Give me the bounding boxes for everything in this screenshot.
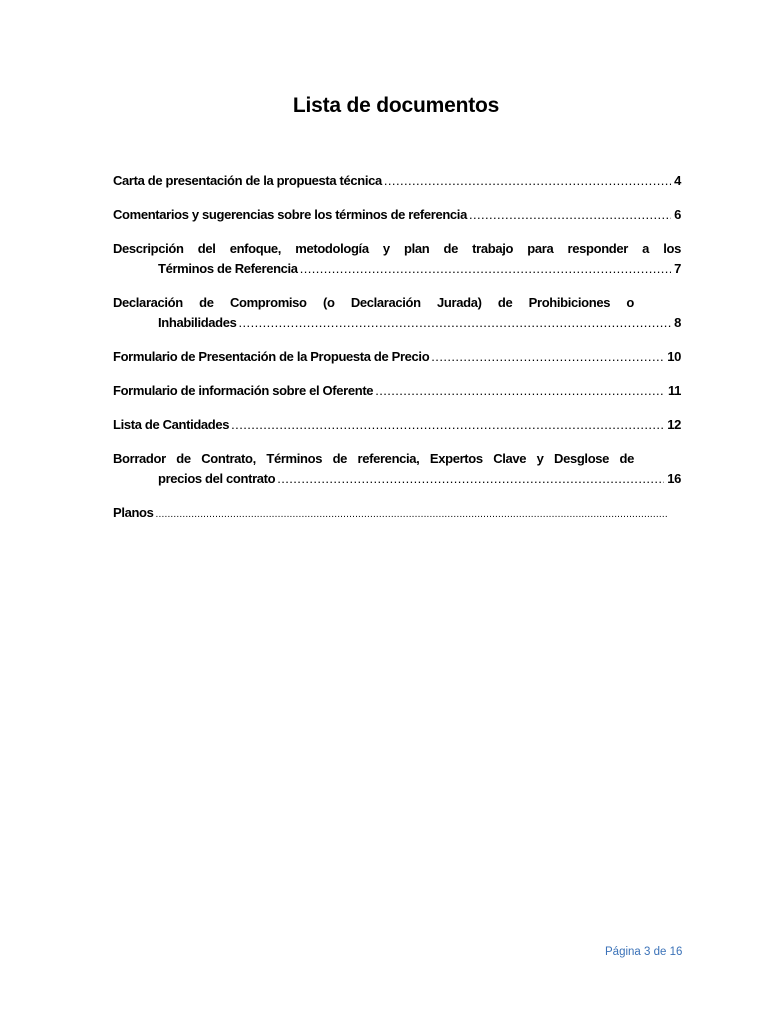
toc-entry-title-continued: Inhabilidades	[158, 315, 237, 330]
toc-entry[interactable]	[113, 205, 681, 225]
table-of-contents	[113, 171, 681, 523]
toc-entry-title: Comentarios y sugerencias sobre los términos de referencia	[113, 207, 467, 222]
toc-page-number: 11	[667, 383, 681, 398]
toc-entry-title: Formulario de información sobre el Oferente	[113, 383, 374, 398]
toc-entry[interactable]	[113, 449, 681, 489]
toc-page-number: 8	[674, 315, 681, 330]
toc-entry[interactable]	[113, 381, 681, 401]
toc-page-number: 16	[667, 471, 681, 486]
leader-dots	[239, 313, 672, 333]
toc-entry-title: Borrador de Contrato, Términos de referencia, Expertos Clave y Desglose de	[113, 451, 634, 466]
leader-dots	[277, 469, 664, 489]
toc-page-number: 10	[667, 349, 681, 364]
leader-dots	[375, 381, 665, 401]
page-title: Lista de documentos	[292, 94, 500, 117]
toc-entry-title: Planos	[113, 505, 154, 520]
toc-page-number: 7	[674, 261, 681, 276]
toc-entry[interactable]	[113, 239, 681, 279]
toc-page-number: 4	[674, 173, 681, 188]
leader-dots	[300, 259, 671, 279]
toc-entry[interactable]	[113, 171, 681, 191]
leader-dots	[231, 415, 664, 435]
leader-dots	[469, 205, 671, 225]
toc-entry-title: Formulario de Presentación de la Propuesta de Precio	[113, 349, 430, 364]
toc-page-number: 12	[667, 417, 681, 432]
toc-entry[interactable]	[113, 347, 681, 367]
toc-entry[interactable]	[113, 503, 681, 523]
toc-page-number: 6	[674, 207, 681, 222]
toc-entry-title: Descripción del enfoque, metodología y plan de trabajo para responder a los	[113, 241, 681, 256]
leader-dots	[431, 347, 664, 367]
toc-entry-title: Lista de Cantidades	[113, 417, 230, 432]
leader-dots	[156, 505, 668, 525]
page-number-footer: Página 3 de 16	[605, 946, 683, 958]
toc-entry[interactable]	[113, 293, 681, 333]
toc-entry-title-continued: Términos de Referencia	[158, 261, 298, 276]
toc-entry-title: Declaración de Compromiso (o Declaración Jurada) de Prohibiciones o	[113, 295, 634, 310]
toc-entry-title: Carta de presentación de la propuesta técnica	[113, 173, 382, 188]
toc-entry[interactable]	[113, 415, 681, 435]
toc-entry-title-continued: precios del contrato	[158, 471, 276, 486]
leader-dots	[384, 171, 671, 191]
